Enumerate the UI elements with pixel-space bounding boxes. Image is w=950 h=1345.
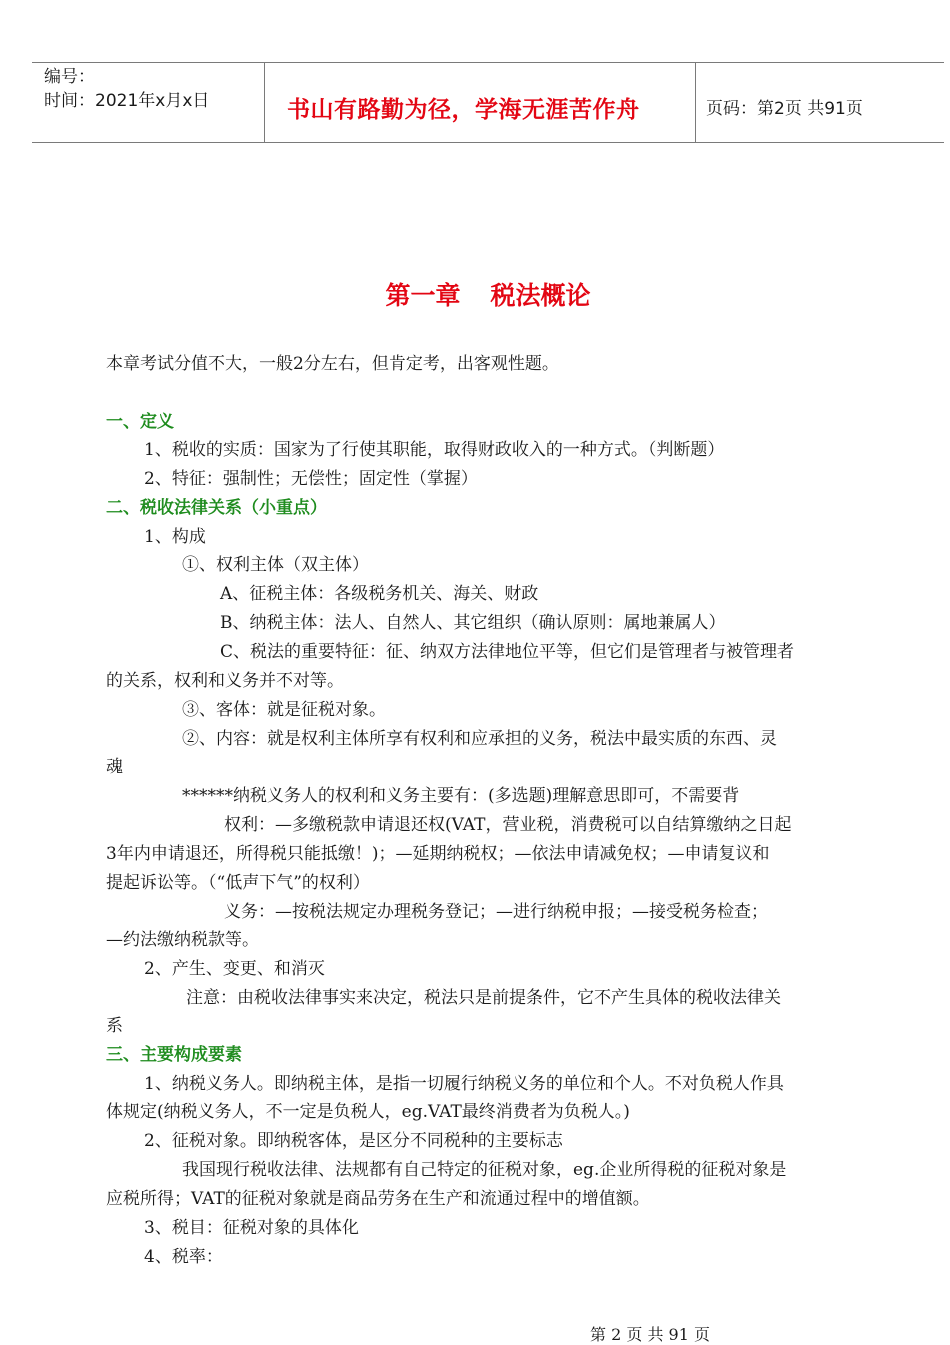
text-line: 4、税率： <box>144 1247 223 1267</box>
text-line: —约法缴纳税款等。 <box>106 930 259 950</box>
chapter-title <box>0 276 950 312</box>
text-line: 2、特征：强制性；无偿性；固定性（掌握） <box>144 469 478 489</box>
text-line: 1、税收的实质：国家为了行使其职能，取得财政收入的一种方式。（判断题） <box>144 440 725 460</box>
text-line: 1、构成 <box>144 527 206 547</box>
header-page-cell <box>696 63 944 142</box>
chapter-number: 第一章 <box>385 281 461 310</box>
header-page-number: 页码：第2页 共91页 <box>706 99 863 119</box>
header-motto-cell <box>265 63 696 142</box>
text-line: 2、产生、变更、和消灭 <box>144 959 325 979</box>
text-line: C、税法的重要特征：征、纳双方法律地位平等，但它们是管理者与被管理者 <box>220 642 795 662</box>
time-label: 时间：2021年x月x日 <box>44 91 210 111</box>
text-line: ②、内容：就是权利主体所享有权利和应承担的义务，税法中最实质的东西、灵 <box>182 729 777 749</box>
page-footer: 第 2 页 共 91 页 <box>590 1325 710 1344</box>
text-line: A、征税主体：各级税务机关、海关、财政 <box>220 584 539 604</box>
number-label: 编号： <box>44 67 95 87</box>
text-line: B、纳税主体：法人、自然人、其它组织（确认原则：属地兼属人） <box>220 613 726 633</box>
intro-paragraph: 本章考试分值不大，一般2分左右，但肯定考，出客观性题。 <box>106 354 559 374</box>
text-line: ①、权利主体（双主体） <box>182 555 369 575</box>
chapter-name: 税法概论 <box>490 281 591 310</box>
text-line: 系 <box>106 1016 123 1036</box>
text-line: 3、税目：征税对象的具体化 <box>144 1218 359 1238</box>
text-line: 我国现行税收法律、法规都有自己特定的征税对象，eg.企业所得税的征税对象是 <box>182 1160 787 1180</box>
text-line: 魂 <box>106 757 123 777</box>
text-line: 权利：—多缴税款申请退还权(VAT，营业税，消费税可以自结算缴纳之日起 <box>224 815 792 835</box>
header-meta <box>32 63 265 142</box>
text-line: 提起诉讼等。（“低声下气”的权利） <box>106 873 370 893</box>
header-motto: 书山有路勤为径，学海无涯苦作舟 <box>287 97 640 123</box>
text-line: 3年内申请退还，所得税只能抵缴！)；—延期纳税权；—依法申请减免权；—申请复议和 <box>106 844 770 864</box>
page-header <box>32 62 944 143</box>
section-heading: 三、主要构成要素 <box>106 1045 242 1065</box>
text-line: 注意：由税收法律事实来决定，税法只是前提条件，它不产生具体的税收法律关 <box>186 988 781 1008</box>
text-line: 1、纳税义务人。即纳税主体，是指一切履行纳税义务的单位和个人。不对负税人作具 <box>144 1074 784 1094</box>
text-line: ③、客体：就是征税对象。 <box>182 700 386 720</box>
text-line: ******纳税义务人的权利和义务主要有：(多选题)理解意思即可，不需要背 <box>182 786 740 806</box>
text-line: 体规定(纳税义务人，不一定是负税人，eg.VAT最终消费者为负税人。) <box>106 1102 630 1122</box>
text-line: 2、征税对象。即纳税客体，是区分不同税种的主要标志 <box>144 1131 563 1151</box>
text-line: 义务：—按税法规定办理税务登记；—进行纳税申报；—接受税务检查； <box>224 902 768 922</box>
section-heading: 一、定义 <box>106 412 174 432</box>
text-line: 应税所得；VAT的征税对象就是商品劳务在生产和流通过程中的增值额。 <box>106 1189 650 1209</box>
text-line: 的关系，权利和义务并不对等。 <box>106 671 344 691</box>
section-heading: 二、税收法律关系（小重点） <box>106 498 327 518</box>
